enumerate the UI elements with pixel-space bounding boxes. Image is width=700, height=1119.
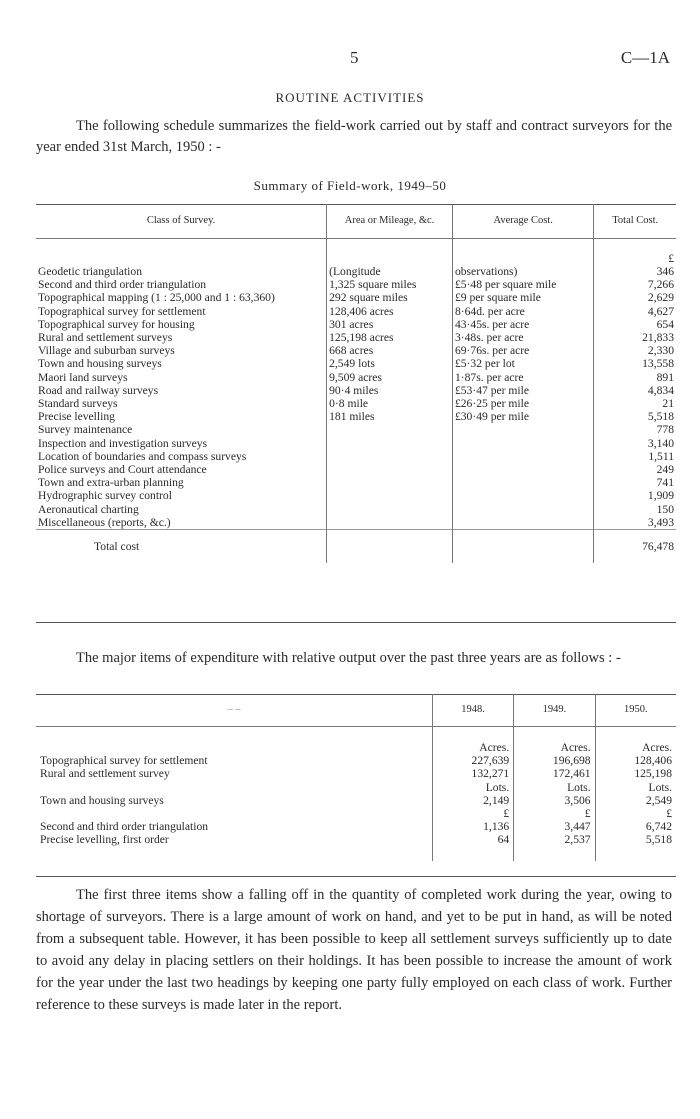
output-value: £ — [595, 807, 676, 820]
table-row — [36, 318, 676, 331]
area-mileage: 292 square miles — [327, 291, 453, 304]
output-row — [36, 767, 676, 780]
total-label: Total cost — [36, 530, 327, 564]
average-cost: £9 per square mile — [452, 291, 593, 304]
average-cost: £26·25 per mile — [452, 397, 593, 410]
output-value: 227,639 — [432, 754, 513, 767]
currency-symbol: £ — [594, 239, 676, 266]
survey-class: Road and railway surveys — [38, 383, 159, 397]
survey-class: Town and housing surveys — [38, 357, 162, 371]
survey-class: Police surveys and Court attendance — [38, 463, 207, 477]
survey-class: Topographical survey for settlement — [38, 304, 206, 318]
output-row — [36, 754, 676, 767]
currency-row — [36, 239, 676, 266]
table-row — [36, 305, 676, 318]
total-cost: 13,558 — [594, 357, 676, 370]
survey-class: Rural and settlement surveys — [38, 331, 173, 345]
total-value: 76,478 — [594, 530, 676, 564]
area-mileage: 0·8 mile — [327, 397, 453, 410]
area-mileage — [327, 476, 453, 489]
average-cost: 69·76s. per acre — [452, 344, 593, 357]
area-mileage: 128,406 acres — [327, 305, 453, 318]
area-mileage: 301 acres — [327, 318, 453, 331]
area-mileage: 2,549 lots — [327, 357, 453, 370]
total-cost: 1,511 — [594, 450, 676, 463]
survey-class: Town and extra-urban planning — [38, 476, 184, 490]
area-mileage — [327, 423, 453, 436]
total-cost: 3,140 — [594, 437, 676, 450]
area-mileage: (Longitude — [327, 265, 453, 278]
survey-class: Inspection and investigation surveys — [38, 436, 208, 450]
survey-class: Village and suburban surveys — [38, 344, 175, 358]
total-row — [36, 530, 676, 564]
output-label: Precise levelling, first order — [40, 833, 169, 847]
survey-class: Miscellaneous (reports, &c.) — [38, 515, 171, 529]
table-bottom-rule — [36, 622, 676, 623]
average-cost: 43·45s. per acre — [452, 318, 593, 331]
output-value: 128,406 — [595, 754, 676, 767]
document-code: C—1A — [620, 48, 670, 67]
total-cost: 891 — [594, 371, 676, 384]
table-row — [36, 463, 676, 476]
area-mileage — [327, 503, 453, 516]
survey-class: Location of boundaries and compass surveys — [38, 449, 247, 463]
area-mileage — [327, 437, 453, 450]
total-cost: 21,833 — [594, 331, 676, 344]
year-header: 1949. — [514, 694, 595, 727]
average-cost: observations) — [452, 265, 593, 278]
output-row — [36, 781, 676, 794]
survey-class: Standard surveys — [38, 397, 118, 411]
table-row — [36, 344, 676, 357]
average-cost: £30·49 per mile — [452, 410, 593, 423]
survey-class: Precise levelling — [38, 410, 115, 424]
table-row — [36, 489, 676, 502]
expenditure-paragraph — [36, 648, 672, 669]
output-row — [36, 820, 676, 833]
output-label — [36, 741, 432, 754]
output-value: Lots. — [595, 781, 676, 794]
total-cost: 150 — [594, 503, 676, 516]
average-cost: 8·64d. per acre — [452, 305, 593, 318]
total-cost: 654 — [594, 318, 676, 331]
output-row — [36, 833, 676, 846]
total-cost: 778 — [594, 423, 676, 436]
average-cost — [452, 476, 593, 489]
output-value: 1,136 — [432, 820, 513, 833]
output-value: 172,461 — [514, 767, 595, 780]
closing-text: The first three items show a falling off in the quantity of completed work during the year, owing to shortage of surveyors. There is a large amount of work on hand, and yet to be put in hand, as will be noted from a subsequent table. However, it has been possible to keep all settlement surveys sufficiently up to date to avoid any delay in placing settlers on their holdings. It has been possible to increase the amount of work for the year under the last two headings by keeping one party fully employed on each class of work. Further reference to these surveys is made later in the report. — [36, 887, 672, 1013]
area-mileage: 9,509 acres — [327, 371, 453, 384]
output-row — [36, 807, 676, 820]
output-value: £ — [432, 807, 513, 820]
average-cost: 3·48s. per acre — [452, 331, 593, 344]
total-cost: 2,629 — [594, 291, 676, 304]
survey-class: Aeronautical charting — [38, 502, 139, 516]
area-mileage: 668 acres — [327, 344, 453, 357]
output-value: Acres. — [432, 741, 513, 754]
output-value: Acres. — [514, 741, 595, 754]
closing-paragraph — [36, 884, 672, 1016]
output-value: 196,698 — [514, 754, 595, 767]
table-caption: Summary of Field-work, 1949–50 — [253, 178, 447, 193]
column-header: Total Cost. — [594, 204, 676, 239]
column-header: Class of Survey. — [36, 204, 327, 239]
output-row — [36, 794, 676, 807]
total-cost: 346 — [594, 265, 676, 278]
survey-class: Topographical survey for housing — [38, 317, 195, 331]
table-row — [36, 371, 676, 384]
area-mileage: 1,325 square miles — [327, 278, 453, 291]
area-mileage — [327, 463, 453, 476]
area-mileage — [327, 516, 453, 530]
output-header-row: – – 1948. 1949. 1950. — [36, 694, 676, 727]
column-header: Area or Mileage, &c. — [327, 204, 453, 239]
average-cost: 1·87s. per acre — [452, 371, 593, 384]
year-header: 1950. — [595, 694, 676, 727]
total-cost: 4,834 — [594, 384, 676, 397]
section-title: ROUTINE ACTIVITIES — [275, 90, 425, 105]
survey-class: Survey maintenance — [38, 423, 133, 437]
output-comparison-table — [36, 694, 676, 861]
output-value: 5,518 — [595, 833, 676, 846]
survey-class: Maori land surveys — [38, 370, 128, 384]
survey-class: Topographical mapping (1 : 25,000 and 1 : 63,360) — [38, 291, 275, 305]
table-row — [36, 291, 676, 304]
output-value: 2,149 — [432, 794, 513, 807]
output-label: Rural and settlement survey — [40, 767, 170, 781]
average-cost: £53·47 per mile — [452, 384, 593, 397]
output-label: Second and third order triangulation — [40, 820, 209, 834]
output-value: Lots. — [432, 781, 513, 794]
area-mileage: 125,198 acres — [327, 331, 453, 344]
total-cost: 1,909 — [594, 489, 676, 502]
intro-text: The following schedule summarizes the field-work carried out by staff and contract surveyors for the year ended 31st March, 1950 : - — [36, 118, 672, 155]
year-header: 1948. — [432, 694, 513, 727]
expenditure-text: The major items of expenditure with relative output over the past three years are as follows : - — [76, 650, 621, 666]
table-row — [36, 331, 676, 344]
output-value: 132,271 — [432, 767, 513, 780]
table-row — [36, 278, 676, 291]
output-value: 125,198 — [595, 767, 676, 780]
column-header: Average Cost. — [452, 204, 593, 239]
output-row — [36, 741, 676, 754]
table-row — [36, 423, 676, 436]
area-mileage: 181 miles — [327, 410, 453, 423]
table-row — [36, 476, 676, 489]
total-cost: 5,518 — [594, 410, 676, 423]
output-value: 2,537 — [514, 833, 595, 846]
table-row — [36, 265, 676, 278]
output-value: 3,447 — [514, 820, 595, 833]
table-header-row — [36, 204, 676, 239]
total-cost: 4,627 — [594, 305, 676, 318]
average-cost — [452, 489, 593, 502]
output-label — [36, 807, 432, 820]
survey-class: Geodetic triangulation — [38, 265, 142, 278]
output-label: Topographical survey for settlement — [40, 754, 208, 768]
output-value: 3,506 — [514, 794, 595, 807]
output-value: Acres. — [595, 741, 676, 754]
output-value: Lots. — [514, 781, 595, 794]
total-cost: 2,330 — [594, 344, 676, 357]
area-mileage — [327, 450, 453, 463]
table-row — [36, 503, 676, 516]
table-body — [36, 239, 676, 564]
output-label — [36, 781, 432, 794]
field-work-summary-table — [36, 204, 676, 563]
area-mileage: 90·4 miles — [327, 384, 453, 397]
table-row — [36, 450, 676, 463]
total-cost: 249 — [594, 463, 676, 476]
table-row — [36, 397, 676, 410]
output-table-body — [36, 727, 676, 861]
table-row — [36, 384, 676, 397]
area-mileage — [327, 489, 453, 502]
output-value: 2,549 — [595, 794, 676, 807]
average-cost — [452, 450, 593, 463]
total-cost: 741 — [594, 476, 676, 489]
average-cost — [452, 423, 593, 436]
average-cost: £5·48 per square mile — [452, 278, 593, 291]
output-label: Town and housing surveys — [40, 793, 164, 807]
average-cost — [452, 516, 593, 530]
survey-class: Hydrographic survey control — [38, 489, 172, 503]
total-cost: 21 — [594, 397, 676, 410]
average-cost — [452, 437, 593, 450]
output-table-bottom-rule — [36, 876, 676, 877]
table-row — [36, 357, 676, 370]
table-row — [36, 410, 676, 423]
table-row — [36, 516, 676, 530]
average-cost — [452, 463, 593, 476]
total-cost: 3,493 — [594, 516, 676, 530]
average-cost — [452, 503, 593, 516]
total-cost: 7,266 — [594, 278, 676, 291]
survey-class: Second and third order triangulation — [38, 278, 207, 292]
output-value: £ — [514, 807, 595, 820]
output-value: 64 — [432, 833, 513, 846]
average-cost: £5·32 per lot — [452, 357, 593, 370]
intro-paragraph — [36, 116, 672, 158]
output-value: 6,742 — [595, 820, 676, 833]
table-row — [36, 437, 676, 450]
page-number: 5 — [350, 48, 359, 67]
